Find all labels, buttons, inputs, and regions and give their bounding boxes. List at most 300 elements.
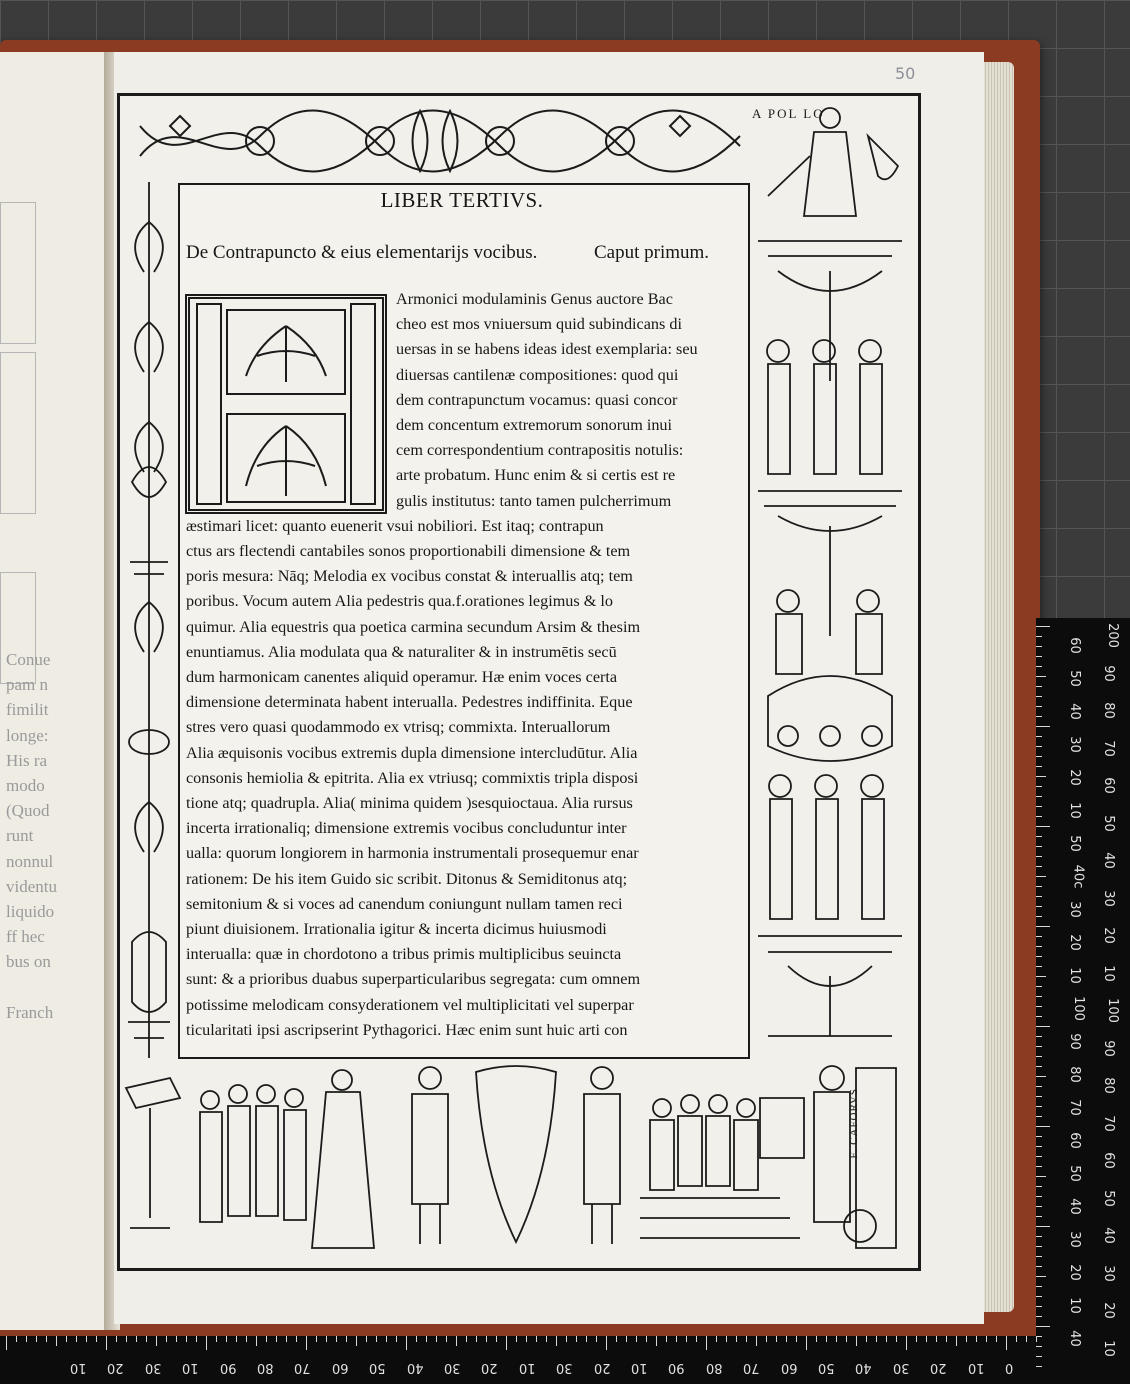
ruler-tick xyxy=(1036,1196,1042,1197)
ruler-inner-label: 90 xyxy=(1066,1033,1082,1050)
ruler-tick xyxy=(596,1336,597,1342)
ruler-tick xyxy=(716,1336,717,1342)
ruler-inner-label: 40 xyxy=(1066,703,1082,720)
ruler-tick xyxy=(1036,806,1042,807)
ruler-label: 70 xyxy=(1100,739,1116,757)
ruler-label: 200 xyxy=(1104,623,1120,648)
body-text-line: quimur. Alia equestris qua poetica carmina secundum Arsim & thesim xyxy=(186,617,641,636)
body-text-line: poribus. Vocum autem Alia pedestris qua.f.orationes legimus & lo xyxy=(186,592,613,611)
left-page-staff-2 xyxy=(0,352,36,514)
left-page-text-fragment: runt xyxy=(6,826,38,846)
ruler-label: 40 xyxy=(1100,1227,1116,1244)
decorated-initial-h xyxy=(185,294,387,514)
body-text-line: stres vero quasi quodammodo ex vtrisq; commixta. Interuallorum xyxy=(186,718,611,737)
ruler-label: 90 xyxy=(219,1360,237,1375)
ruler-tick xyxy=(1036,786,1042,787)
ruler-tick xyxy=(136,1336,137,1342)
ruler-tick xyxy=(1036,726,1050,727)
ruler-tick xyxy=(476,1336,477,1342)
ruler-inner-label: 100 xyxy=(1070,996,1086,1021)
horizontal-ruler xyxy=(0,1336,1036,1384)
ruler-tick xyxy=(66,1336,67,1342)
ruler-tick xyxy=(976,1336,977,1342)
ruler-tick xyxy=(1036,1326,1050,1327)
ruler-tick xyxy=(1036,886,1042,887)
ruler-label: 20 xyxy=(1100,1302,1116,1319)
ruler-label: 20 xyxy=(1100,927,1116,944)
ruler-tick xyxy=(576,1336,577,1342)
ruler-tick xyxy=(506,1336,507,1350)
ruler-tick xyxy=(1036,626,1050,627)
body-text-line: sunt: & a prioribus duabus superparticularibus segregata: cum omnem xyxy=(186,970,641,989)
body-text-line: piunt diuisionem. Irrationalia igitur & incerta dicimus huiusmodi xyxy=(186,920,607,938)
ruler-tick xyxy=(1036,1016,1042,1017)
ruler-tick xyxy=(106,1336,107,1350)
ruler-inner-label: 20 xyxy=(1066,1264,1082,1281)
body-text-line: dimensione determinata habent interualla. Pedestres indiffinita. Eque xyxy=(186,693,633,712)
ruler-tick xyxy=(626,1336,627,1342)
folio-number: 50 xyxy=(895,64,916,83)
ruler-label: 20 xyxy=(481,1360,498,1375)
ruler-tick xyxy=(1036,776,1046,777)
ruler-tick xyxy=(1036,766,1042,767)
ruler-inner-label: 40c xyxy=(1070,864,1086,889)
ruler-tick xyxy=(766,1336,767,1342)
left-page-text-fragment: bus on xyxy=(6,952,51,972)
ruler-tick xyxy=(1036,986,1042,987)
left-ornament-column xyxy=(120,182,178,1058)
chapter-subtitle: De Contrapuncto & eius elementarijs vocibus. xyxy=(186,242,538,263)
ruler-tick xyxy=(806,1336,807,1350)
ruler-label: 100 xyxy=(1104,998,1120,1023)
ruler-tick xyxy=(316,1336,317,1342)
ruler-tick xyxy=(1036,936,1042,937)
ruler-tick xyxy=(836,1336,837,1342)
ruler-tick xyxy=(1036,1116,1042,1117)
ruler-tick xyxy=(866,1336,867,1342)
ruler-label: 30 xyxy=(1100,1264,1116,1282)
ruler-tick xyxy=(426,1336,427,1342)
ruler-tick xyxy=(456,1336,457,1346)
ruler-tick xyxy=(356,1336,357,1346)
ruler-tick xyxy=(936,1336,937,1342)
ruler-tick xyxy=(1036,1136,1042,1137)
ruler-tick xyxy=(386,1336,387,1342)
left-page-staff-1 xyxy=(0,202,36,344)
ruler-tick xyxy=(1036,1306,1042,1307)
ruler-label: 30 xyxy=(556,1360,573,1375)
ruler-inner-label: 10 xyxy=(1066,1297,1082,1314)
ruler-tick xyxy=(916,1336,917,1342)
left-page-text-fragment: Conue xyxy=(6,650,51,669)
ruler-label: 60 xyxy=(1100,777,1116,794)
cafurus-label: F. CAFORVS xyxy=(848,1088,860,1159)
ruler-tick xyxy=(436,1336,437,1342)
ruler-tick xyxy=(1016,1336,1017,1342)
body-text-line: consonis hemiolia & epitrita. Alia ex vtriusq; commixtis tripla disposi xyxy=(186,768,639,787)
ruler-tick xyxy=(666,1336,667,1342)
body-text-line: ticularitati ipsi ascripserint Pythagorici. Hæc enim sunt huic arti con xyxy=(186,1020,628,1039)
ruler-inner-label: 10 xyxy=(1066,967,1082,984)
ruler-label: 20 xyxy=(107,1360,124,1375)
left-page-text-fragment: liquido xyxy=(6,902,55,921)
ruler-tick xyxy=(646,1336,647,1342)
ruler-tick xyxy=(296,1336,297,1342)
ruler-label: 30 xyxy=(1100,889,1116,907)
ruler-tick xyxy=(1036,1106,1042,1107)
ruler-tick xyxy=(1036,1226,1050,1227)
ruler-tick xyxy=(276,1336,277,1342)
ruler-tick xyxy=(1036,1026,1050,1027)
ruler-tick xyxy=(1036,1336,1037,1342)
body-text-line: potissime melodicam consyderationem vel multiplicitati vel superpar xyxy=(186,995,634,1014)
ruler-tick xyxy=(486,1336,487,1342)
ruler-tick xyxy=(956,1336,957,1346)
ruler-label: 90 xyxy=(1100,1039,1116,1057)
body-text-line: uersas in se habens ideas idest exemplaria: seu xyxy=(396,340,698,359)
ruler-tick xyxy=(586,1336,587,1342)
ruler-tick xyxy=(1036,686,1042,687)
body-text-line: ualla: quorum longiorem in harmonia instrumentali prosequemur enar xyxy=(186,844,639,863)
ruler-tick xyxy=(636,1336,637,1342)
ruler-label: 80 xyxy=(705,1360,723,1375)
ruler-tick xyxy=(656,1336,657,1346)
ruler-tick xyxy=(26,1336,27,1342)
ruler-tick xyxy=(196,1336,197,1342)
ruler-tick xyxy=(886,1336,887,1342)
body-text-line: Alia æquisonis vocibus extremis dupla dimensione intercludūtur. Alia xyxy=(186,743,638,762)
page-edges xyxy=(980,62,1014,1312)
ruler-label: 40 xyxy=(1100,852,1116,869)
ruler-label: 10 xyxy=(182,1360,199,1375)
left-page-text-fragment: His ra xyxy=(6,750,48,770)
ruler-tick xyxy=(1036,976,1046,977)
ruler-tick xyxy=(846,1336,847,1342)
ruler-tick xyxy=(566,1336,567,1342)
ruler-tick xyxy=(496,1336,497,1342)
ruler-tick xyxy=(726,1336,727,1342)
left-page-text-fragment: modo xyxy=(6,776,45,795)
ruler-tick xyxy=(116,1336,117,1342)
ruler-tick xyxy=(96,1336,97,1342)
ruler-tick xyxy=(266,1336,267,1342)
ruler-tick xyxy=(1036,946,1042,947)
left-page-text-fragment: longe: xyxy=(6,725,49,745)
ruler-tick xyxy=(1036,1006,1042,1007)
ruler-tick xyxy=(186,1336,187,1342)
ruler-label: 70 xyxy=(1100,1114,1116,1132)
ruler-tick xyxy=(1036,956,1042,957)
ruler-tick xyxy=(1036,1046,1042,1047)
ruler-label: 80 xyxy=(1100,1077,1116,1094)
ruler-label: 50 xyxy=(1100,814,1116,832)
ruler-tick xyxy=(1036,866,1042,867)
body-text-line: æstimari licet: quanto euenerit vsui nobiliori. Est itaq; contrapun xyxy=(186,516,604,535)
ruler-tick xyxy=(966,1336,967,1342)
ruler-tick xyxy=(1036,706,1042,707)
ruler-tick xyxy=(1036,1056,1042,1057)
ruler-label: 20 xyxy=(593,1360,611,1375)
ruler-tick xyxy=(556,1336,557,1346)
ruler-label: 60 xyxy=(331,1360,349,1375)
ruler-label: 50 xyxy=(1100,1189,1116,1207)
ruler-inner-label: 70 xyxy=(1066,1099,1082,1116)
ruler-tick xyxy=(1036,646,1042,647)
ruler-tick xyxy=(1036,1236,1042,1237)
ruler-tick xyxy=(996,1336,997,1342)
ruler-tick xyxy=(1036,1256,1042,1257)
ruler-tick xyxy=(1036,1066,1042,1067)
left-page-text-fragment: fimilit xyxy=(6,700,49,720)
body-text-line: tione atq; quadrupla. Alia( minima quidem )sesquioctaua. Alia rursus xyxy=(186,794,633,812)
ruler-label: 60 xyxy=(1100,1152,1116,1169)
ruler-tick xyxy=(286,1336,287,1342)
ruler-tick xyxy=(1036,1346,1042,1347)
ruler-tick xyxy=(1036,1086,1042,1087)
ruler-label: 10 xyxy=(967,1360,985,1375)
left-page-text-fragment: pam n xyxy=(6,675,49,695)
body-text-line: ctus ars flectendi cantabiles sonos proportionabili dimensione & tem xyxy=(186,542,631,560)
ruler-tick xyxy=(176,1336,177,1342)
ruler-label: 40 xyxy=(855,1360,872,1375)
ruler-tick xyxy=(826,1336,827,1342)
ruler-inner-label: 20 xyxy=(1066,934,1082,951)
left-page-text-fragment: nonnul xyxy=(6,851,54,871)
ruler-inner-label: 10 xyxy=(1066,802,1082,819)
ruler-tick xyxy=(1036,656,1042,657)
ruler-label: 50 xyxy=(818,1360,835,1375)
body-text-line: cem correspondentium contrapositis notulis: xyxy=(396,441,684,460)
ruler-tick xyxy=(1036,1356,1042,1357)
ruler-inner-label: 80 xyxy=(1066,1066,1082,1083)
ruler-label: 50 xyxy=(369,1360,386,1375)
ruler-tick xyxy=(1036,1186,1042,1187)
left-page-text-fragment: Franch xyxy=(6,1002,54,1022)
body-text-line: arte probatum. Hunc enim & si certis est re xyxy=(396,466,676,485)
right-ornament-column xyxy=(748,96,912,1058)
ruler-tick xyxy=(1036,756,1042,757)
apollo-label: A POL LO xyxy=(752,106,825,121)
ruler-label: 10 xyxy=(518,1360,536,1375)
ruler-tick xyxy=(946,1336,947,1342)
ruler-label: 10 xyxy=(1100,1339,1116,1357)
ruler-inner-label: 20 xyxy=(1066,769,1082,786)
ruler-tick xyxy=(1036,666,1042,667)
ruler-tick xyxy=(1036,696,1042,697)
ruler-tick xyxy=(816,1336,817,1342)
left-page-text-fragment: videntu xyxy=(6,876,57,896)
ruler-tick xyxy=(1026,1336,1027,1342)
ruler-label: 70 xyxy=(743,1360,760,1375)
ruler-tick xyxy=(856,1336,857,1346)
ruler-tick xyxy=(1036,856,1042,857)
left-page xyxy=(0,52,110,1330)
left-page-text-fragment: ff hec xyxy=(6,927,45,947)
ruler-tick xyxy=(166,1336,167,1342)
ruler-tick xyxy=(306,1336,307,1350)
body-text-line: cheo est mos vniuersum quid subindicans di xyxy=(396,315,682,334)
ruler-label: 80 xyxy=(257,1360,274,1375)
ruler-tick xyxy=(1036,1176,1046,1177)
ruler-tick xyxy=(1006,1336,1007,1350)
ruler-tick xyxy=(1036,1076,1046,1077)
ruler-tick xyxy=(1036,916,1042,917)
ruler-tick xyxy=(256,1336,257,1346)
ruler-inner-label: 50 xyxy=(1066,670,1082,687)
ruler-tick xyxy=(86,1336,87,1342)
ruler-tick xyxy=(876,1336,877,1342)
ruler-tick xyxy=(1036,1206,1042,1207)
ruler-tick xyxy=(6,1336,7,1350)
body-text-line: diuersas cantilenæ compositiones: quod qui xyxy=(396,365,679,384)
ruler-tick xyxy=(706,1336,707,1350)
ruler-tick xyxy=(1036,1126,1050,1127)
ruler-label: 30 xyxy=(144,1360,162,1375)
ruler-tick xyxy=(1036,996,1042,997)
ruler-tick xyxy=(786,1336,787,1342)
ruler-tick xyxy=(546,1336,547,1342)
ruler-tick xyxy=(1036,1146,1042,1147)
ruler-tick xyxy=(1036,716,1042,717)
ruler-tick xyxy=(986,1336,987,1342)
ruler-tick xyxy=(1036,966,1042,967)
ruler-label: 10 xyxy=(1100,964,1116,982)
chapter-caput: Caput primum. xyxy=(594,242,710,263)
ruler-tick xyxy=(1036,896,1042,897)
body-text-line: interualla: quæ in chordotono a tribus primis multiplicibus seuincta xyxy=(186,945,622,964)
ruler-tick xyxy=(616,1336,617,1342)
bottom-woodcut-scene xyxy=(120,1058,912,1262)
body-text-line: enuntiamus. Alia modulata qua & naturaliter & in instrumētis secū xyxy=(186,642,617,661)
ruler-tick xyxy=(1036,636,1042,637)
ruler-tick xyxy=(126,1336,127,1342)
ruler-tick xyxy=(526,1336,527,1342)
body-text-line: Armonici modulaminis Genus auctore Bac xyxy=(396,290,673,308)
ruler-inner-label: 30 xyxy=(1066,901,1082,918)
ruler-tick xyxy=(376,1336,377,1342)
body-text-line: rationem: De his item Guido sic scribit. Ditonus & Semiditonus atq; xyxy=(186,869,628,888)
ruler-tick xyxy=(756,1336,757,1346)
ruler-tick xyxy=(516,1336,517,1342)
ruler-tick xyxy=(906,1336,907,1350)
page-title: LIBER TERTIVS. xyxy=(380,188,544,212)
ruler-tick xyxy=(1036,816,1042,817)
ruler-tick xyxy=(676,1336,677,1342)
ruler-tick xyxy=(396,1336,397,1342)
ruler-tick xyxy=(536,1336,537,1342)
ruler-inner-label: 60 xyxy=(1066,1132,1082,1149)
ruler-tick xyxy=(696,1336,697,1342)
ruler-label: 0 xyxy=(1005,1360,1014,1375)
ruler-inner-label: 40 xyxy=(1066,1198,1082,1215)
ruler-tick xyxy=(1036,1286,1042,1287)
ruler-tick xyxy=(1036,736,1042,737)
ruler-label: 60 xyxy=(780,1360,798,1375)
ruler-tick xyxy=(326,1336,327,1342)
body-text-line: dem concentum extremorum sonorum inui xyxy=(396,416,673,434)
ruler-tick xyxy=(76,1336,77,1342)
ruler-label: 30 xyxy=(444,1360,461,1375)
body-text-line: dum harmonicam canentes aliquid operamur. Hæ enim voces certa xyxy=(186,668,618,686)
ruler-tick xyxy=(1036,926,1050,927)
ruler-label: 40 xyxy=(406,1360,424,1375)
ruler-tick xyxy=(1036,836,1042,837)
ruler-tick xyxy=(226,1336,227,1342)
ruler-tick xyxy=(1036,826,1050,827)
ruler-inner-label: 40 xyxy=(1066,1330,1082,1347)
ruler-label: 20 xyxy=(930,1360,947,1375)
ruler-inner-label: 30 xyxy=(1066,736,1082,753)
ruler-label: 80 xyxy=(1100,702,1116,719)
ruler-tick xyxy=(16,1336,17,1342)
ruler-tick xyxy=(606,1336,607,1350)
ruler-label: 70 xyxy=(294,1360,311,1375)
body-text-line: poris mesura: Nāq; Melodia ex vocibus constat & interuallis atq; tem xyxy=(186,567,633,586)
ruler-tick xyxy=(896,1336,897,1342)
ruler-tick xyxy=(406,1336,407,1350)
ruler-inner-label: 50 xyxy=(1066,835,1082,852)
ruler-tick xyxy=(1036,846,1042,847)
ruler-tick xyxy=(416,1336,417,1342)
ruler-tick xyxy=(206,1336,207,1350)
body-text-line: incerta irrationaliq; dimensione extremis vocibus concluduntur inter xyxy=(186,819,627,838)
ruler-tick xyxy=(1036,796,1042,797)
ruler-tick xyxy=(1036,1296,1042,1297)
ruler-tick xyxy=(1036,1156,1042,1157)
ruler-tick xyxy=(216,1336,217,1342)
ruler-tick xyxy=(1036,746,1042,747)
body-text-line: gulis institutus: tanto tamen pulcherrimum xyxy=(396,491,672,510)
ruler-tick xyxy=(446,1336,447,1342)
ruler-tick xyxy=(796,1336,797,1342)
top-ornament-border xyxy=(120,96,750,182)
ruler-tick xyxy=(346,1336,347,1342)
ruler-inner-label: 60 xyxy=(1066,637,1082,654)
ruler-tick xyxy=(736,1336,737,1342)
ruler-label: 10 xyxy=(70,1360,87,1375)
ruler-tick xyxy=(156,1336,157,1346)
ruler-tick xyxy=(1036,1316,1042,1317)
ruler-tick xyxy=(236,1336,237,1342)
ruler-tick xyxy=(1036,876,1046,877)
ruler-tick xyxy=(46,1336,47,1342)
ruler-label: 90 xyxy=(1100,664,1116,682)
ruler-tick xyxy=(1036,676,1046,677)
ruler-tick xyxy=(1036,1276,1046,1277)
ruler-tick xyxy=(1036,1366,1042,1367)
ruler-tick xyxy=(466,1336,467,1342)
ruler-tick xyxy=(776,1336,777,1342)
ruler-tick xyxy=(746,1336,747,1342)
ruler-tick xyxy=(1036,1266,1042,1267)
ruler-tick xyxy=(686,1336,687,1342)
ruler-tick xyxy=(56,1336,57,1346)
ruler-tick xyxy=(1036,1246,1042,1247)
ruler-tick xyxy=(336,1336,337,1342)
chapter-heading xyxy=(186,242,738,264)
ruler-tick xyxy=(36,1336,37,1342)
ruler-tick xyxy=(1036,1096,1042,1097)
ruler-inner-label: 50 xyxy=(1066,1165,1082,1182)
ruler-tick xyxy=(146,1336,147,1342)
ruler-tick xyxy=(926,1336,927,1342)
ruler-tick xyxy=(1036,1036,1042,1037)
ruler-tick xyxy=(246,1336,247,1342)
ruler-label: 90 xyxy=(668,1360,685,1375)
ruler-label: 30 xyxy=(892,1360,910,1375)
body-text-line: dem contrapunctum vocamus: quasi concor xyxy=(396,390,678,409)
ruler-label: 10 xyxy=(631,1360,648,1375)
